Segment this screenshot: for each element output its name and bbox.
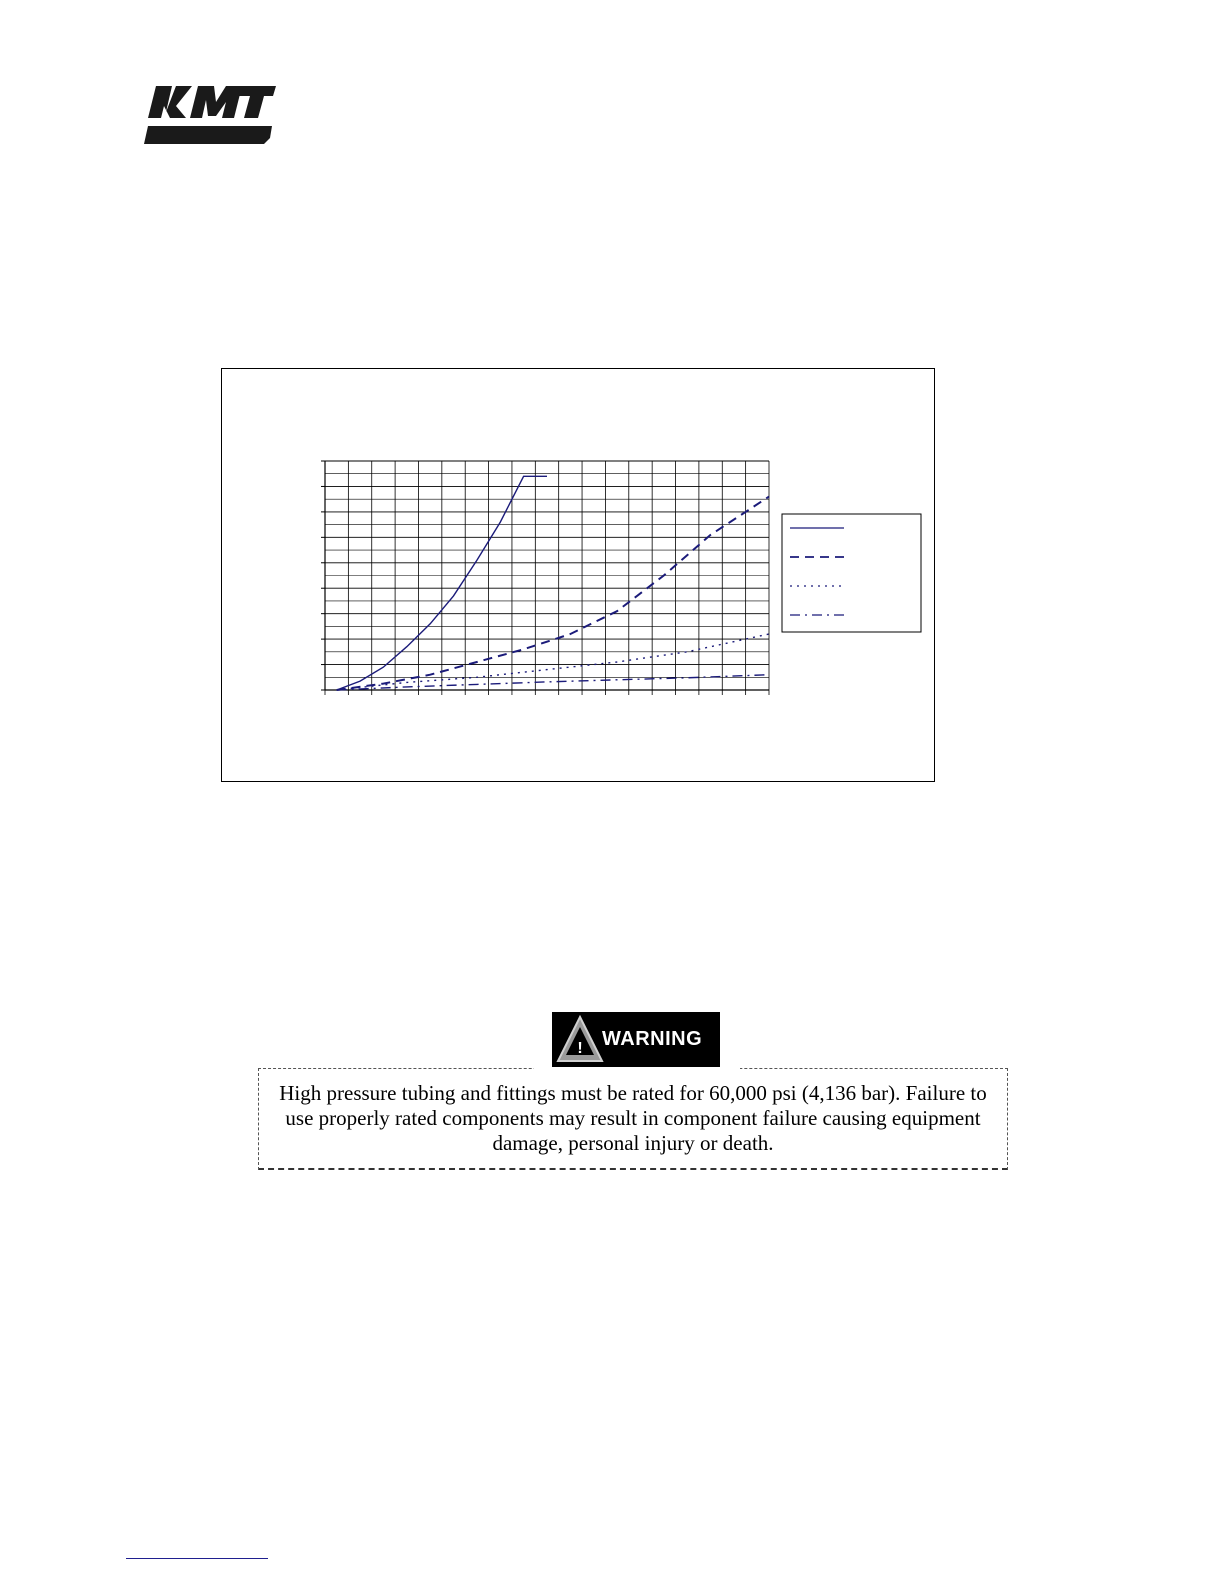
chart-grid [321, 461, 769, 695]
warning-badge [552, 1012, 720, 1069]
warning-label: WARNING [602, 1028, 703, 1050]
legend-box [782, 514, 921, 632]
kmt-logo-mark [142, 84, 278, 148]
warning-box-gap [534, 1067, 740, 1071]
chart-series [337, 476, 769, 690]
kmt-logo [142, 84, 278, 148]
chart-frame [221, 368, 935, 782]
series-line-2 [337, 497, 769, 690]
series-line-3 [337, 634, 769, 690]
warning-box [258, 1068, 1008, 1170]
svg-text:!: ! [577, 1040, 583, 1057]
footnote-rule [126, 1558, 268, 1559]
warning-text: High pressure tubing and fittings must be rated for 60,000 psi (4,136 bar). Failure to use properly rated components may result in component failure causing equipment damage, personal injury or death. [279, 1081, 987, 1155]
line-chart [222, 369, 936, 783]
chart-legend [782, 514, 921, 632]
